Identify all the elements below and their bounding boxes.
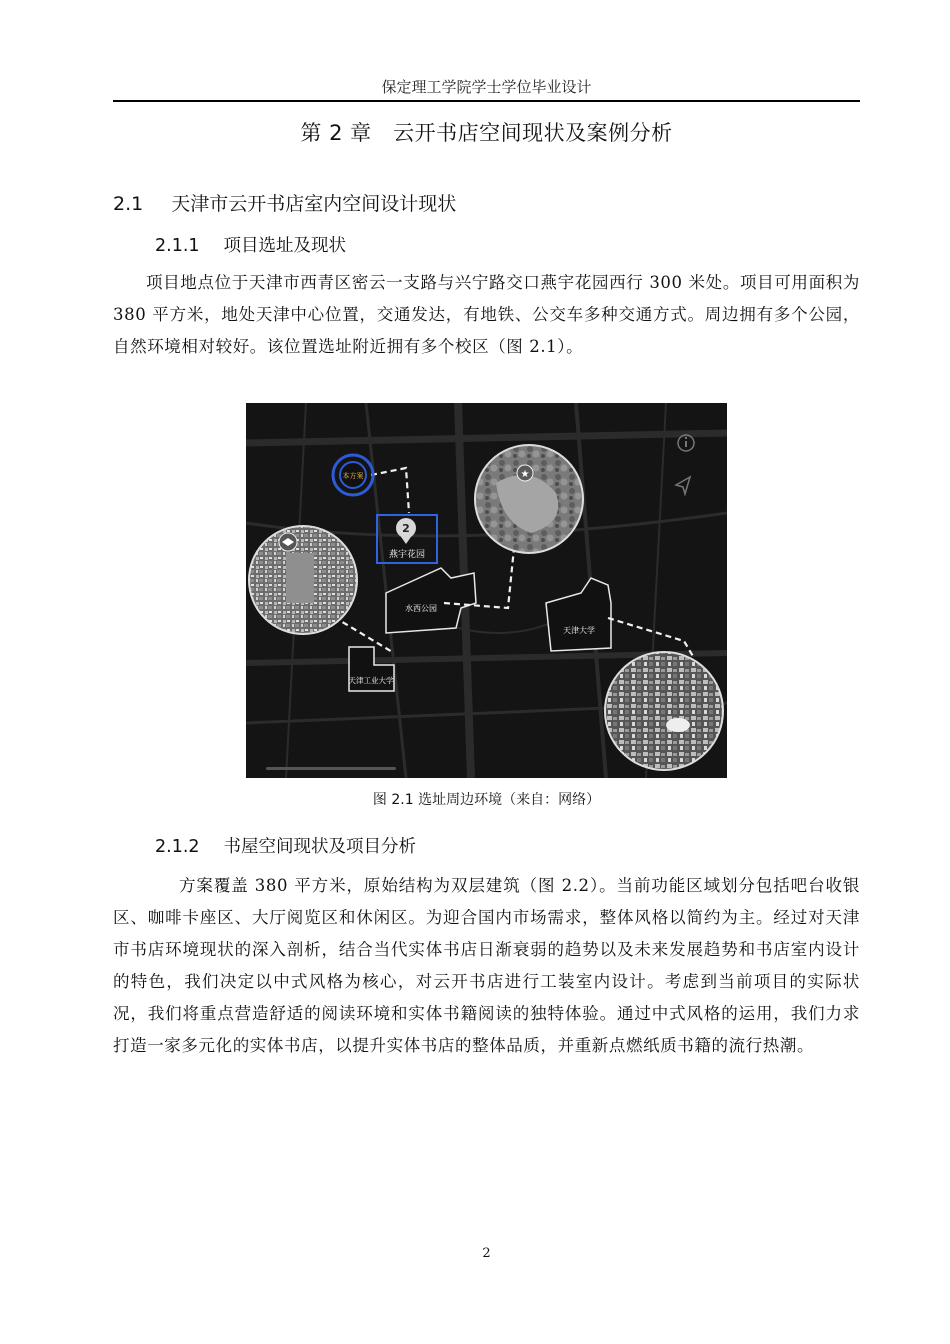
info-icon — [678, 435, 694, 451]
park-label: 水西公园 — [405, 604, 437, 613]
svg-text:★: ★ — [520, 469, 530, 480]
brand-logo — [333, 455, 373, 495]
section-2-1-1-heading — [155, 232, 346, 257]
page-header: 保定理工学院学士学位毕业设计 — [381, 78, 592, 96]
map-scrollbar — [266, 767, 396, 770]
section-number: 2.1 — [113, 193, 144, 215]
site-marker — [377, 515, 437, 563]
section-2-1-heading — [113, 189, 456, 216]
paragraph-site-location: 项目地点位于天津市西青区密云一支路与兴宁路交口燕宇花园西行 300 米处。项目可用面积为 380 平方米，地处天津中心位置，交通发达，有地铁、公交车多种交通方式。周边拥有多个公园，自然环境相对较好。该位置选址附近拥有多个校区（图 2.1）。 — [113, 273, 860, 356]
tianjin-polytechnic-label: 天津工业大学 — [348, 676, 394, 685]
section-number: 2.1.2 — [155, 837, 200, 857]
chapter-title: 第 2 章 云开书店空间现状及案例分析 — [300, 121, 673, 145]
paragraph-space-analysis: 方案覆盖 380 平方米，原始结构为双层建筑（图 2.2）。当前功能区域划分包括吧台收银区、咖啡卡座区、大厅阅览区和休闲区。为迎合国内市场需求，整体风格以简约为主。经过对天津市书店环境现状的深入剖析，结合当代实体书店日渐衰弱的趋势以及未来发展趋势和书店室内设计的特色，我们决定以中式风格为核心，对云开书店进行工装室内设计。考虑到当前项目的实际状况，我们将重点营造舒适的阅读环境和实体书籍阅读的独特体验。通过中式风格的运用，我们力求打造一家多元化的实体书店，以提升实体书店的整体品质，并重新点燃纸质书籍的流行热潮。 — [113, 876, 860, 1055]
header-divider — [113, 100, 860, 102]
section-title: 项目选址及现状 — [223, 236, 347, 256]
section-2-1-2-heading — [155, 833, 416, 858]
tianjin-university-label: 天津大学 — [563, 626, 595, 635]
navigation-arrow-icon — [676, 477, 690, 494]
figure-caption: 图 2.1 选址周边环境（来自：网络） — [372, 792, 601, 808]
star-icon — [517, 465, 533, 481]
marker-number: 2 — [402, 522, 410, 535]
section-title: 天津市云开书店室内空间设计现状 — [171, 193, 457, 215]
tianjin-university-outline — [546, 578, 611, 651]
section-number: 2.1.1 — [155, 236, 200, 256]
section-title: 书屋空间现状及项目分析 — [223, 837, 417, 857]
school-icon — [279, 533, 297, 551]
page-number: 2 — [482, 1246, 491, 1261]
site-map-figure — [246, 403, 727, 778]
logo-text: 本方案 — [342, 472, 364, 480]
site-label: 燕宇花园 — [388, 550, 426, 560]
